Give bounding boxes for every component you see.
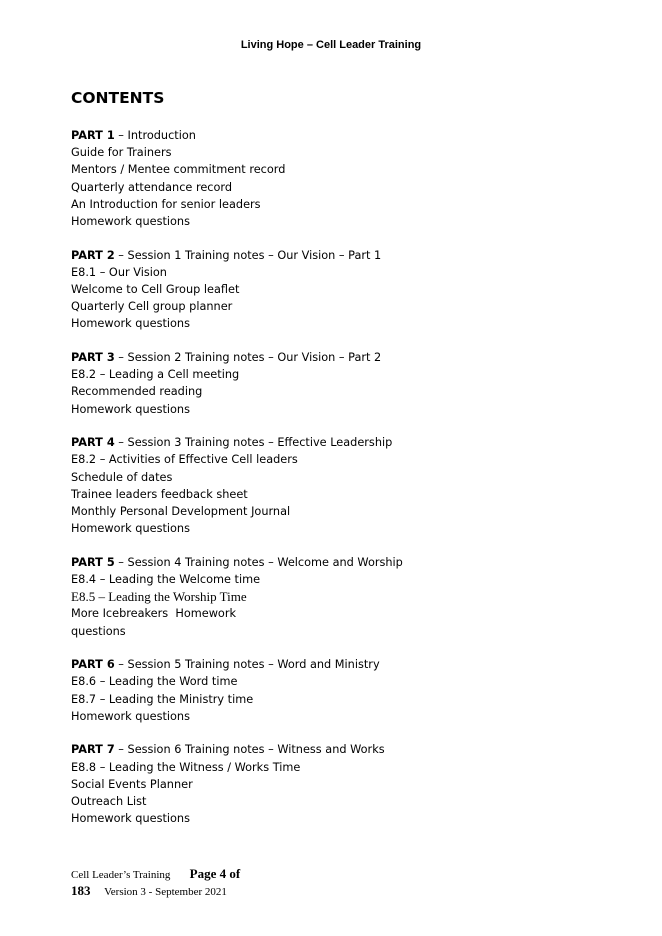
list-item: E8.2 – Leading a Cell meeting	[71, 368, 240, 382]
list-item: E8.1 – Our Vision	[71, 265, 167, 279]
section-part-7	[71, 741, 631, 827]
part-heading	[71, 127, 631, 144]
part-title: – Session 6 Training notes – Witness and Works	[114, 743, 385, 757]
list-item: E8.4 – Leading the Welcome time	[71, 573, 261, 587]
part-label: PART 7	[71, 743, 115, 757]
part-title: – Introduction	[114, 129, 196, 142]
section-part-2	[71, 247, 631, 333]
list-item: questions	[71, 624, 126, 638]
list-item: Mentors / Mentee commitment record	[71, 163, 286, 177]
list-item: E8.7 – Leading the Ministry time	[71, 692, 254, 706]
list-item: Recommended reading	[71, 385, 203, 399]
list-item: Trainee leaders feedback sheet	[71, 487, 248, 501]
list-item: Welcome to Cell Group leaflet	[71, 283, 240, 297]
page-header: Living Hope – Cell Leader Training	[240, 39, 422, 51]
list-item: Homework questions	[71, 317, 190, 331]
list-item: Homework questions	[71, 402, 190, 416]
part-heading	[71, 434, 631, 451]
section-part-5	[71, 554, 631, 640]
page-footer	[71, 866, 240, 900]
part-heading	[71, 741, 631, 758]
list-item: An Introduction for senior leaders	[71, 197, 261, 211]
part-heading	[71, 554, 631, 571]
footer-version: Version 3 - September 2021	[104, 886, 227, 898]
part-heading	[71, 247, 631, 264]
part-title: – Session 2 Training notes – Our Vision – Part 2	[114, 351, 382, 365]
footer-doc-name: Cell Leader’s Training	[71, 869, 171, 881]
list-item: E8.6 – Leading the Word time	[71, 675, 238, 689]
list-item: Quarterly Cell group planner	[71, 300, 233, 314]
part-title: – Session 1 Training notes – Our Vision – Part 1	[114, 248, 382, 262]
section-part-4	[71, 434, 631, 537]
list-item: E8.8 – Leading the Witness / Works Time	[71, 760, 301, 774]
contents-list	[71, 127, 631, 844]
part-label: PART 5	[71, 555, 115, 569]
part-label: PART 2	[71, 248, 115, 262]
part-label: PART 6	[71, 658, 115, 672]
part-title: – Session 3 Training notes – Effective Leadership	[114, 436, 393, 450]
part-heading	[71, 349, 631, 366]
part-label: PART 1	[71, 129, 115, 142]
list-item: Homework questions	[71, 215, 190, 229]
list-item: Guide for Trainers	[71, 146, 172, 160]
footer-page-total: 183	[71, 883, 91, 898]
list-item: Quarterly attendance record	[71, 180, 233, 194]
part-title: – Session 5 Training notes – Word and Ministry	[114, 658, 380, 672]
list-item: Homework questions	[71, 709, 190, 723]
list-item: Homework questions	[71, 522, 190, 536]
list-item: Schedule of dates	[71, 470, 173, 484]
list-item: Homework questions	[71, 812, 190, 826]
section-part-3	[71, 349, 631, 418]
list-item: E8.5 – Leading the Worship Time	[71, 589, 247, 605]
list-item: Monthly Personal Development Journal	[71, 505, 291, 519]
page-title: CONTENTS	[71, 89, 165, 107]
part-label: PART 4	[71, 436, 115, 450]
section-part-1	[71, 127, 631, 230]
part-heading	[71, 656, 631, 673]
part-label: PART 3	[71, 351, 115, 365]
footer-line-1	[71, 866, 240, 883]
list-item: Outreach List	[71, 795, 147, 809]
list-item: More Icebreakers Homework	[71, 607, 237, 621]
footer-page-label: Page 4 of	[189, 866, 241, 881]
list-item: E8.2 – Activities of Effective Cell leaders	[71, 453, 298, 467]
footer-line-2	[71, 883, 240, 900]
section-part-6	[71, 656, 631, 725]
part-title: – Session 4 Training notes – Welcome and Worship	[114, 555, 403, 569]
list-item: Social Events Planner	[71, 777, 193, 791]
